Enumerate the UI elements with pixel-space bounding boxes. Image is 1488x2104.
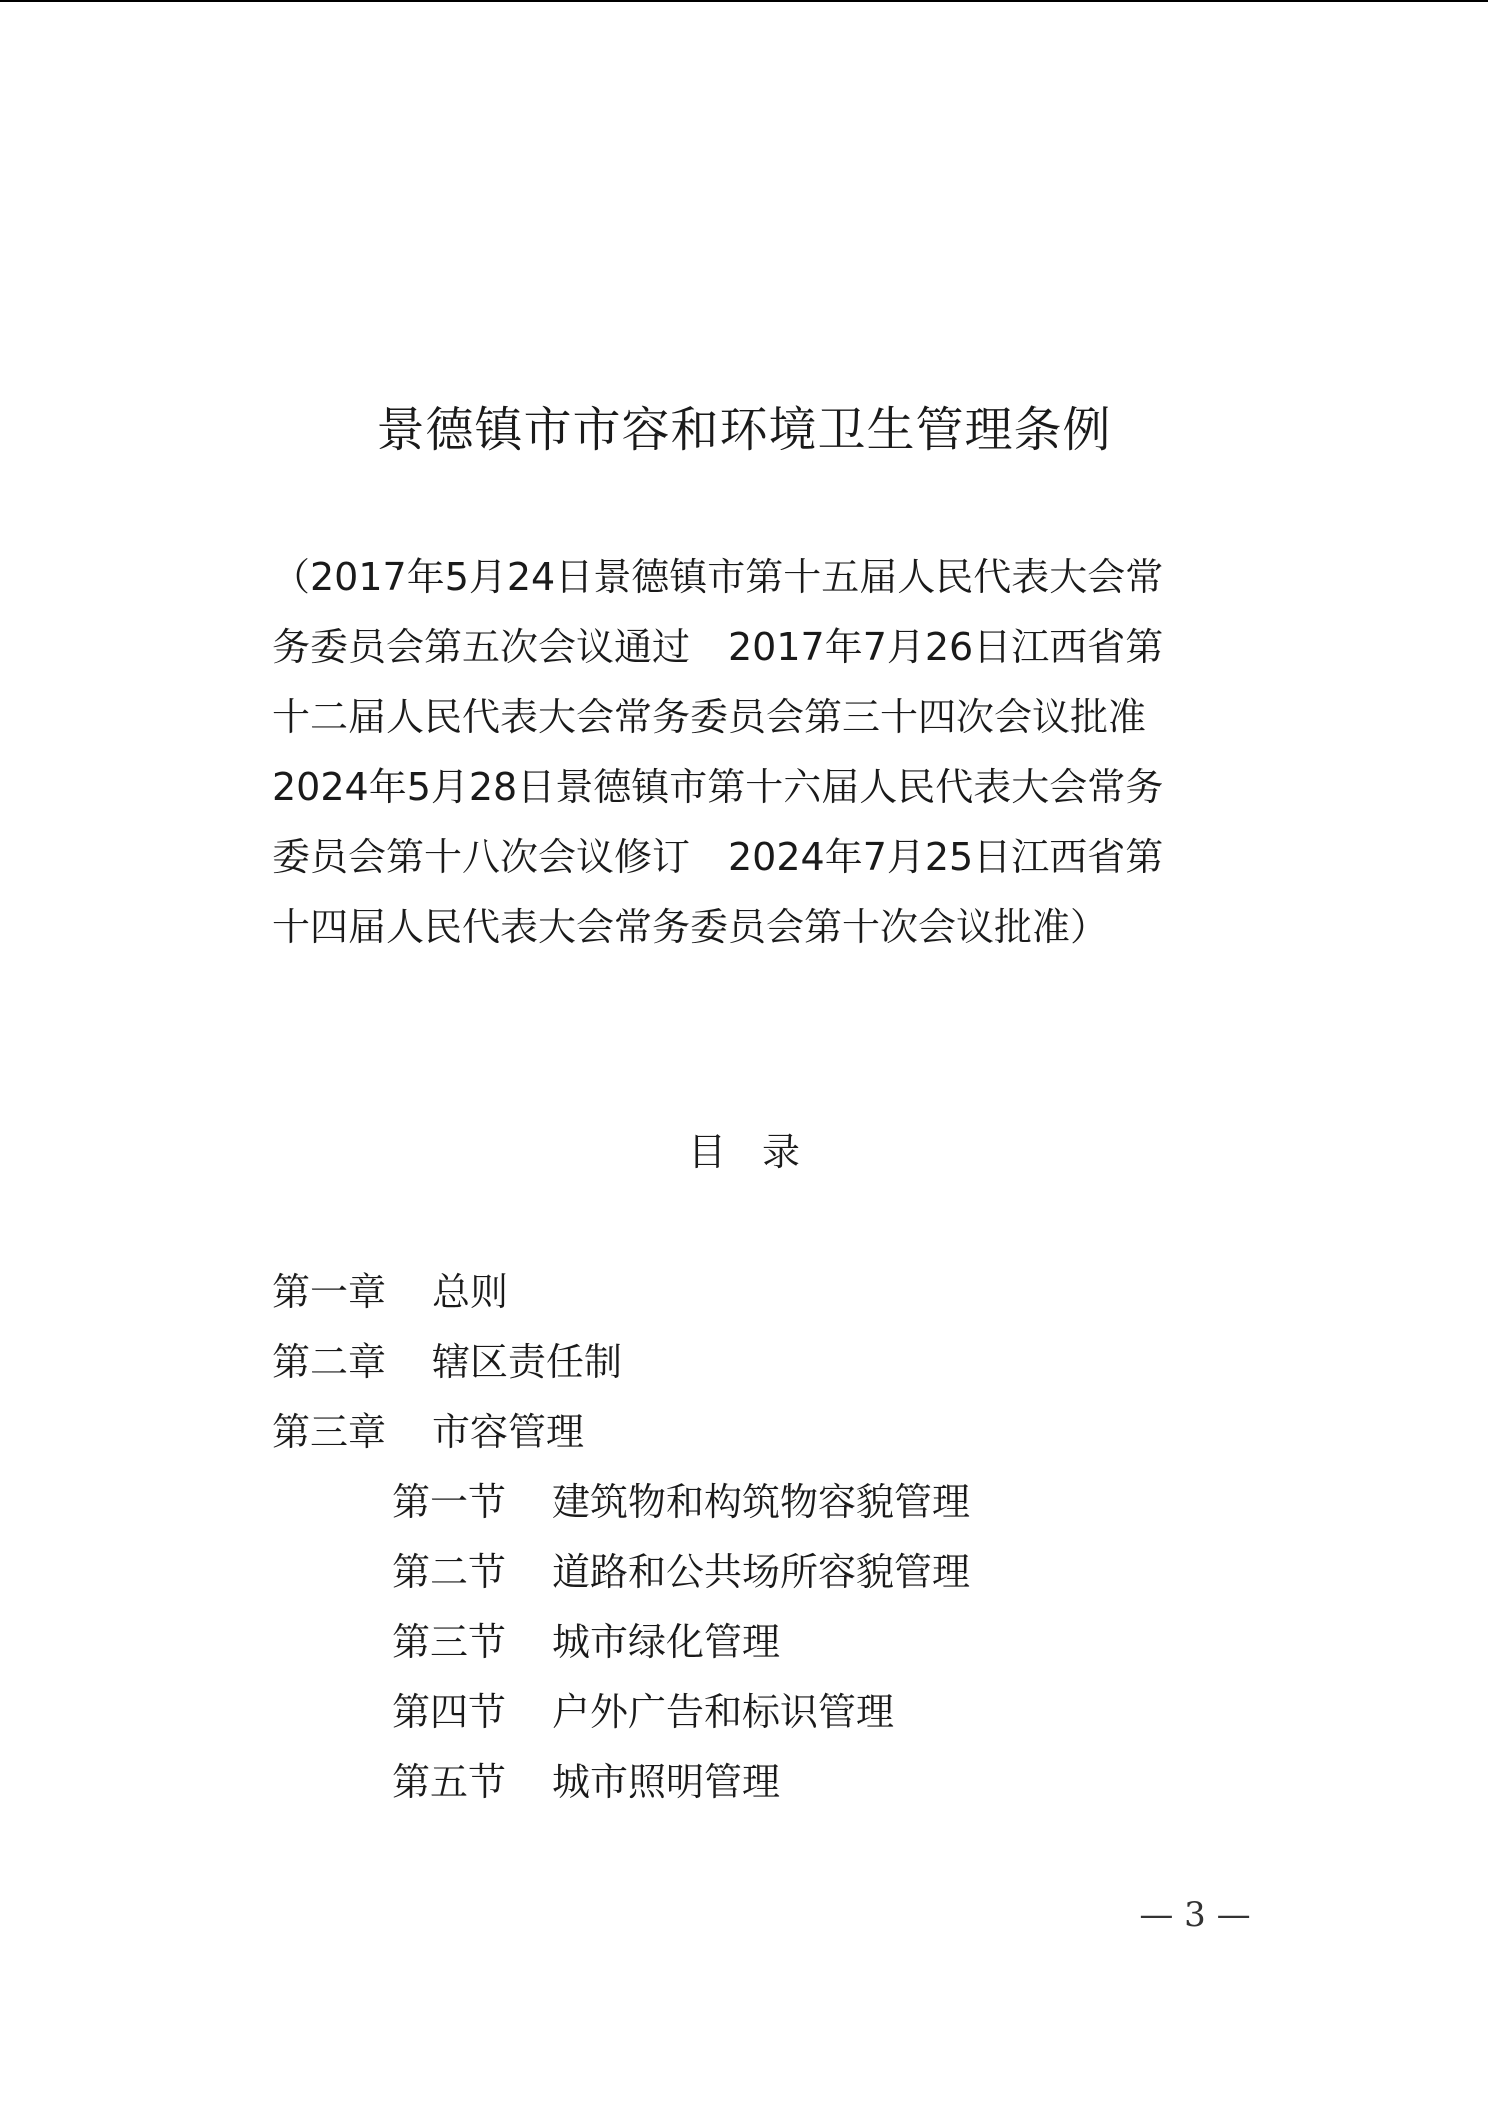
- toc-item: [272, 1327, 1272, 1397]
- toc-item-number: 第一节: [392, 1480, 507, 1524]
- preamble-line: 委员会第十八次会议修订 2024年7月25日江西省第: [272, 835, 1164, 879]
- toc-item-number: 第三节: [392, 1620, 507, 1664]
- toc-item-number: 第一章: [272, 1270, 387, 1314]
- preamble-line: （2017年5月24日景德镇市第十五届人民代表大会常: [272, 555, 1164, 599]
- toc-item-title: 辖区责任制: [432, 1340, 623, 1384]
- toc-item: [272, 1747, 1272, 1817]
- toc-item-title: 市容管理: [432, 1410, 585, 1454]
- toc-item-number: 第三章: [272, 1410, 387, 1454]
- toc-item: [272, 1257, 1272, 1327]
- toc-item-title: 城市绿化管理: [552, 1620, 781, 1664]
- preamble-line: 务委员会第五次会议通过 2017年7月26日江西省第: [272, 625, 1164, 669]
- toc-item-title: 户外广告和标识管理: [552, 1690, 895, 1734]
- preamble-line: 2024年5月28日景德镇市第十六届人民代表大会常务: [272, 765, 1164, 809]
- toc-item-number: 第五节: [392, 1760, 507, 1804]
- toc-item: [272, 1607, 1272, 1677]
- toc-item-title: 建筑物和构筑物容貌管理: [552, 1480, 971, 1524]
- toc-item-title: 城市照明管理: [552, 1760, 781, 1804]
- table-of-contents: [272, 1257, 1272, 1817]
- toc-item-number: 第二节: [392, 1550, 507, 1594]
- page-number: — 3 —: [1139, 1895, 1251, 1935]
- toc-item: [272, 1537, 1272, 1607]
- preamble-line: 十四届人民代表大会常务委员会第十次会议批准）: [272, 905, 1109, 949]
- toc-item: [272, 1677, 1272, 1747]
- toc-item-number: 第四节: [392, 1690, 507, 1734]
- toc-heading: 目录: [687, 1130, 836, 1174]
- toc-item: [272, 1397, 1272, 1467]
- toc-item-number: 第二章: [272, 1340, 387, 1384]
- document-title: 景德镇市市容和环境卫生管理条例: [376, 402, 1112, 458]
- preamble: [272, 542, 1216, 962]
- toc-item-title: 道路和公共场所容貌管理: [552, 1550, 971, 1594]
- toc-item: [272, 1467, 1272, 1537]
- preamble-line: 十二届人民代表大会常务委员会第三十四次会议批准: [272, 695, 1147, 739]
- toc-item-title: 总则: [432, 1270, 509, 1314]
